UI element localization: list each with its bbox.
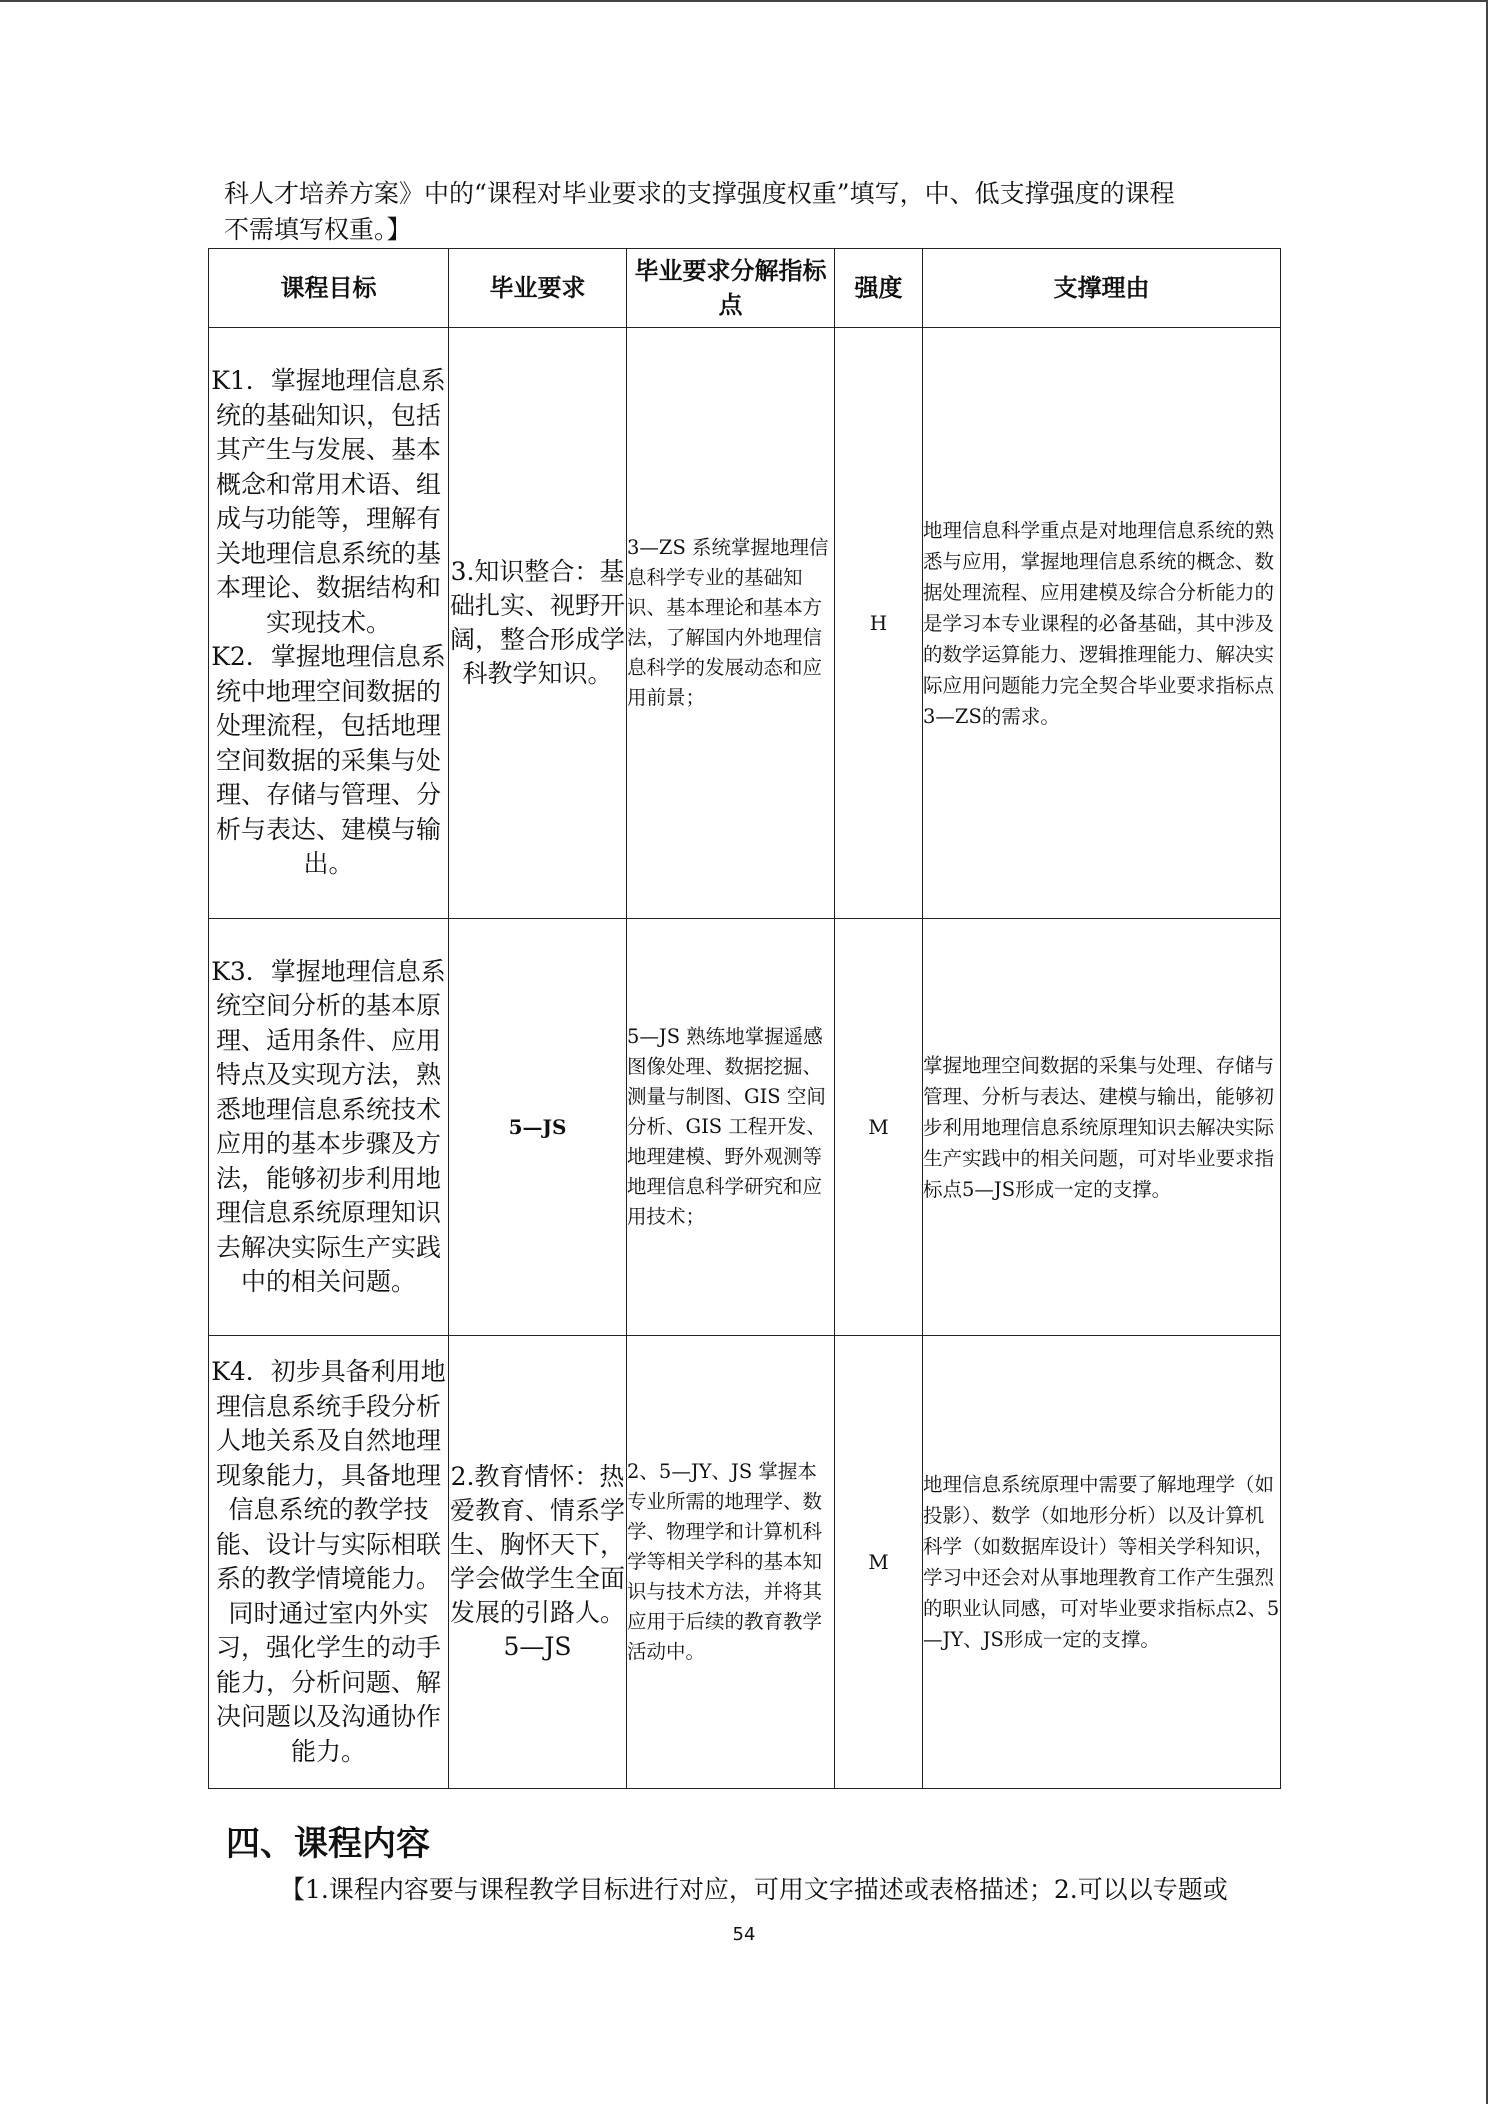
table-header-row: [209, 249, 1281, 328]
table-row: [209, 1336, 1281, 1789]
section-note: 【1.课程内容要与课程教学目标进行对应，可用文字描述或表格描述；2.可以以专题或: [280, 1875, 1228, 1904]
indicator-point-cell: 5—JS 熟练地掌握遥感图像处理、数据挖掘、测量与制图、GIS 空间分析、GIS 工程开发、地理建模、野外观测等地理信息科学研究和应用技术；: [627, 919, 835, 1336]
header-support-reason: 支撑理由: [923, 249, 1281, 328]
header-indicator-point: 毕业要求分解指标点: [627, 249, 835, 328]
support-reason-cell: 掌握地理空间数据的采集与处理、存储与管理、分析与表达、建模与输出，能够初步利用地理信息系统原理知识去解决实际生产实践中的相关问题，可对毕业要求指标点5—JS形成一定的支撑。: [923, 919, 1281, 1336]
requirement-cell: 3.知识整合：基础扎实、视野开阔，整合形成学科教学知识。: [449, 328, 627, 919]
course-support-table: [208, 248, 1281, 1789]
page-number: 54: [732, 1924, 756, 1945]
header-course-goal: 课程目标: [209, 249, 449, 328]
section-heading: 四、课程内容: [226, 1824, 430, 1864]
intro-line: 科人才培养方案》中的“课程对毕业要求的支撑强度权重”填写，中、低支撑强度的课程: [224, 179, 1175, 208]
header-graduation-requirement: 毕业要求: [449, 249, 627, 328]
page-border: [0, 0, 1488, 2]
course-goal-text: K1．掌握地理信息系统的基础知识，包括其产生与发展、基本概念和常用术语、组成与功能等，理解有关地理信息系统的基本理论、数据结构和实现技术。 K2．掌握地理信息系统中地理空间数据的处理流程，包括地理空间数据的采集与处理、存储与管理、分析与表达、建模与输出。: [211, 366, 446, 879]
requirement-cell: 2.教育情怀：热爱教育、情系学生、胸怀天下，学会做学生全面发展的引路人。5—JS: [449, 1336, 627, 1789]
indicator-point-cell: 3—ZS 系统掌握地理信息科学专业的基础知识、基本理论和基本方法，了解国内外地理信息科学的发展动态和应用前景；: [627, 328, 835, 919]
support-level-cell: H: [835, 328, 923, 919]
course-goal-cell: K4．初步具备利用地理信息系统手段分析人地关系及自然地理现象能力，具备地理信息系统的教学技能、设计与实际相联系的教学情境能力。同时通过室内外实习，强化学生的动手能力，分析问题、解决问题以及沟通协作能力。: [209, 1336, 449, 1789]
course-goal-cell: [209, 328, 449, 919]
table-row: [209, 919, 1281, 1336]
support-level-cell: M: [835, 1336, 923, 1789]
requirement-cell: 5—JS: [449, 919, 627, 1336]
support-reason-cell: 地理信息科学重点是对地理信息系统的熟悉与应用，掌握地理信息系统的概念、数据处理流程、应用建模及综合分析能力的是学习本专业课程的必备基础，其中涉及的数学运算能力、逻辑推理能力、解决实际应用问题能力完全契合毕业要求指标点3—ZS的需求。: [923, 328, 1281, 919]
intro-paragraph: [224, 176, 1264, 248]
support-reason-cell: 地理信息系统原理中需要了解地理学（如投影）、数学（如地形分析）以及计算机科学（如数据库设计）等相关学科知识，学习中还会对从事地理教育工作产生强烈的职业认同感，可对毕业要求指标点2、5—JY、JS形成一定的支撑。: [923, 1336, 1281, 1789]
support-level-cell: M: [835, 919, 923, 1336]
course-goal-cell: K3．掌握地理信息系统空间分析的基本原理、适用条件、应用特点及实现方法，熟悉地理信息系统技术应用的基本步骤及方法，能够初步利用地理信息系统原理知识去解决实际生产实践中的相关问题。: [209, 919, 449, 1336]
header-support-level: 强度: [835, 249, 923, 328]
indicator-point-cell: 2、5—JY、JS 掌握本专业所需的地理学、数学、物理学和计算机科学等相关学科的基本知识与技术方法，并将其应用于后续的教育教学活动中。: [627, 1336, 835, 1789]
intro-line: 不需填写权重。】: [224, 215, 412, 244]
table-row: [209, 328, 1281, 919]
